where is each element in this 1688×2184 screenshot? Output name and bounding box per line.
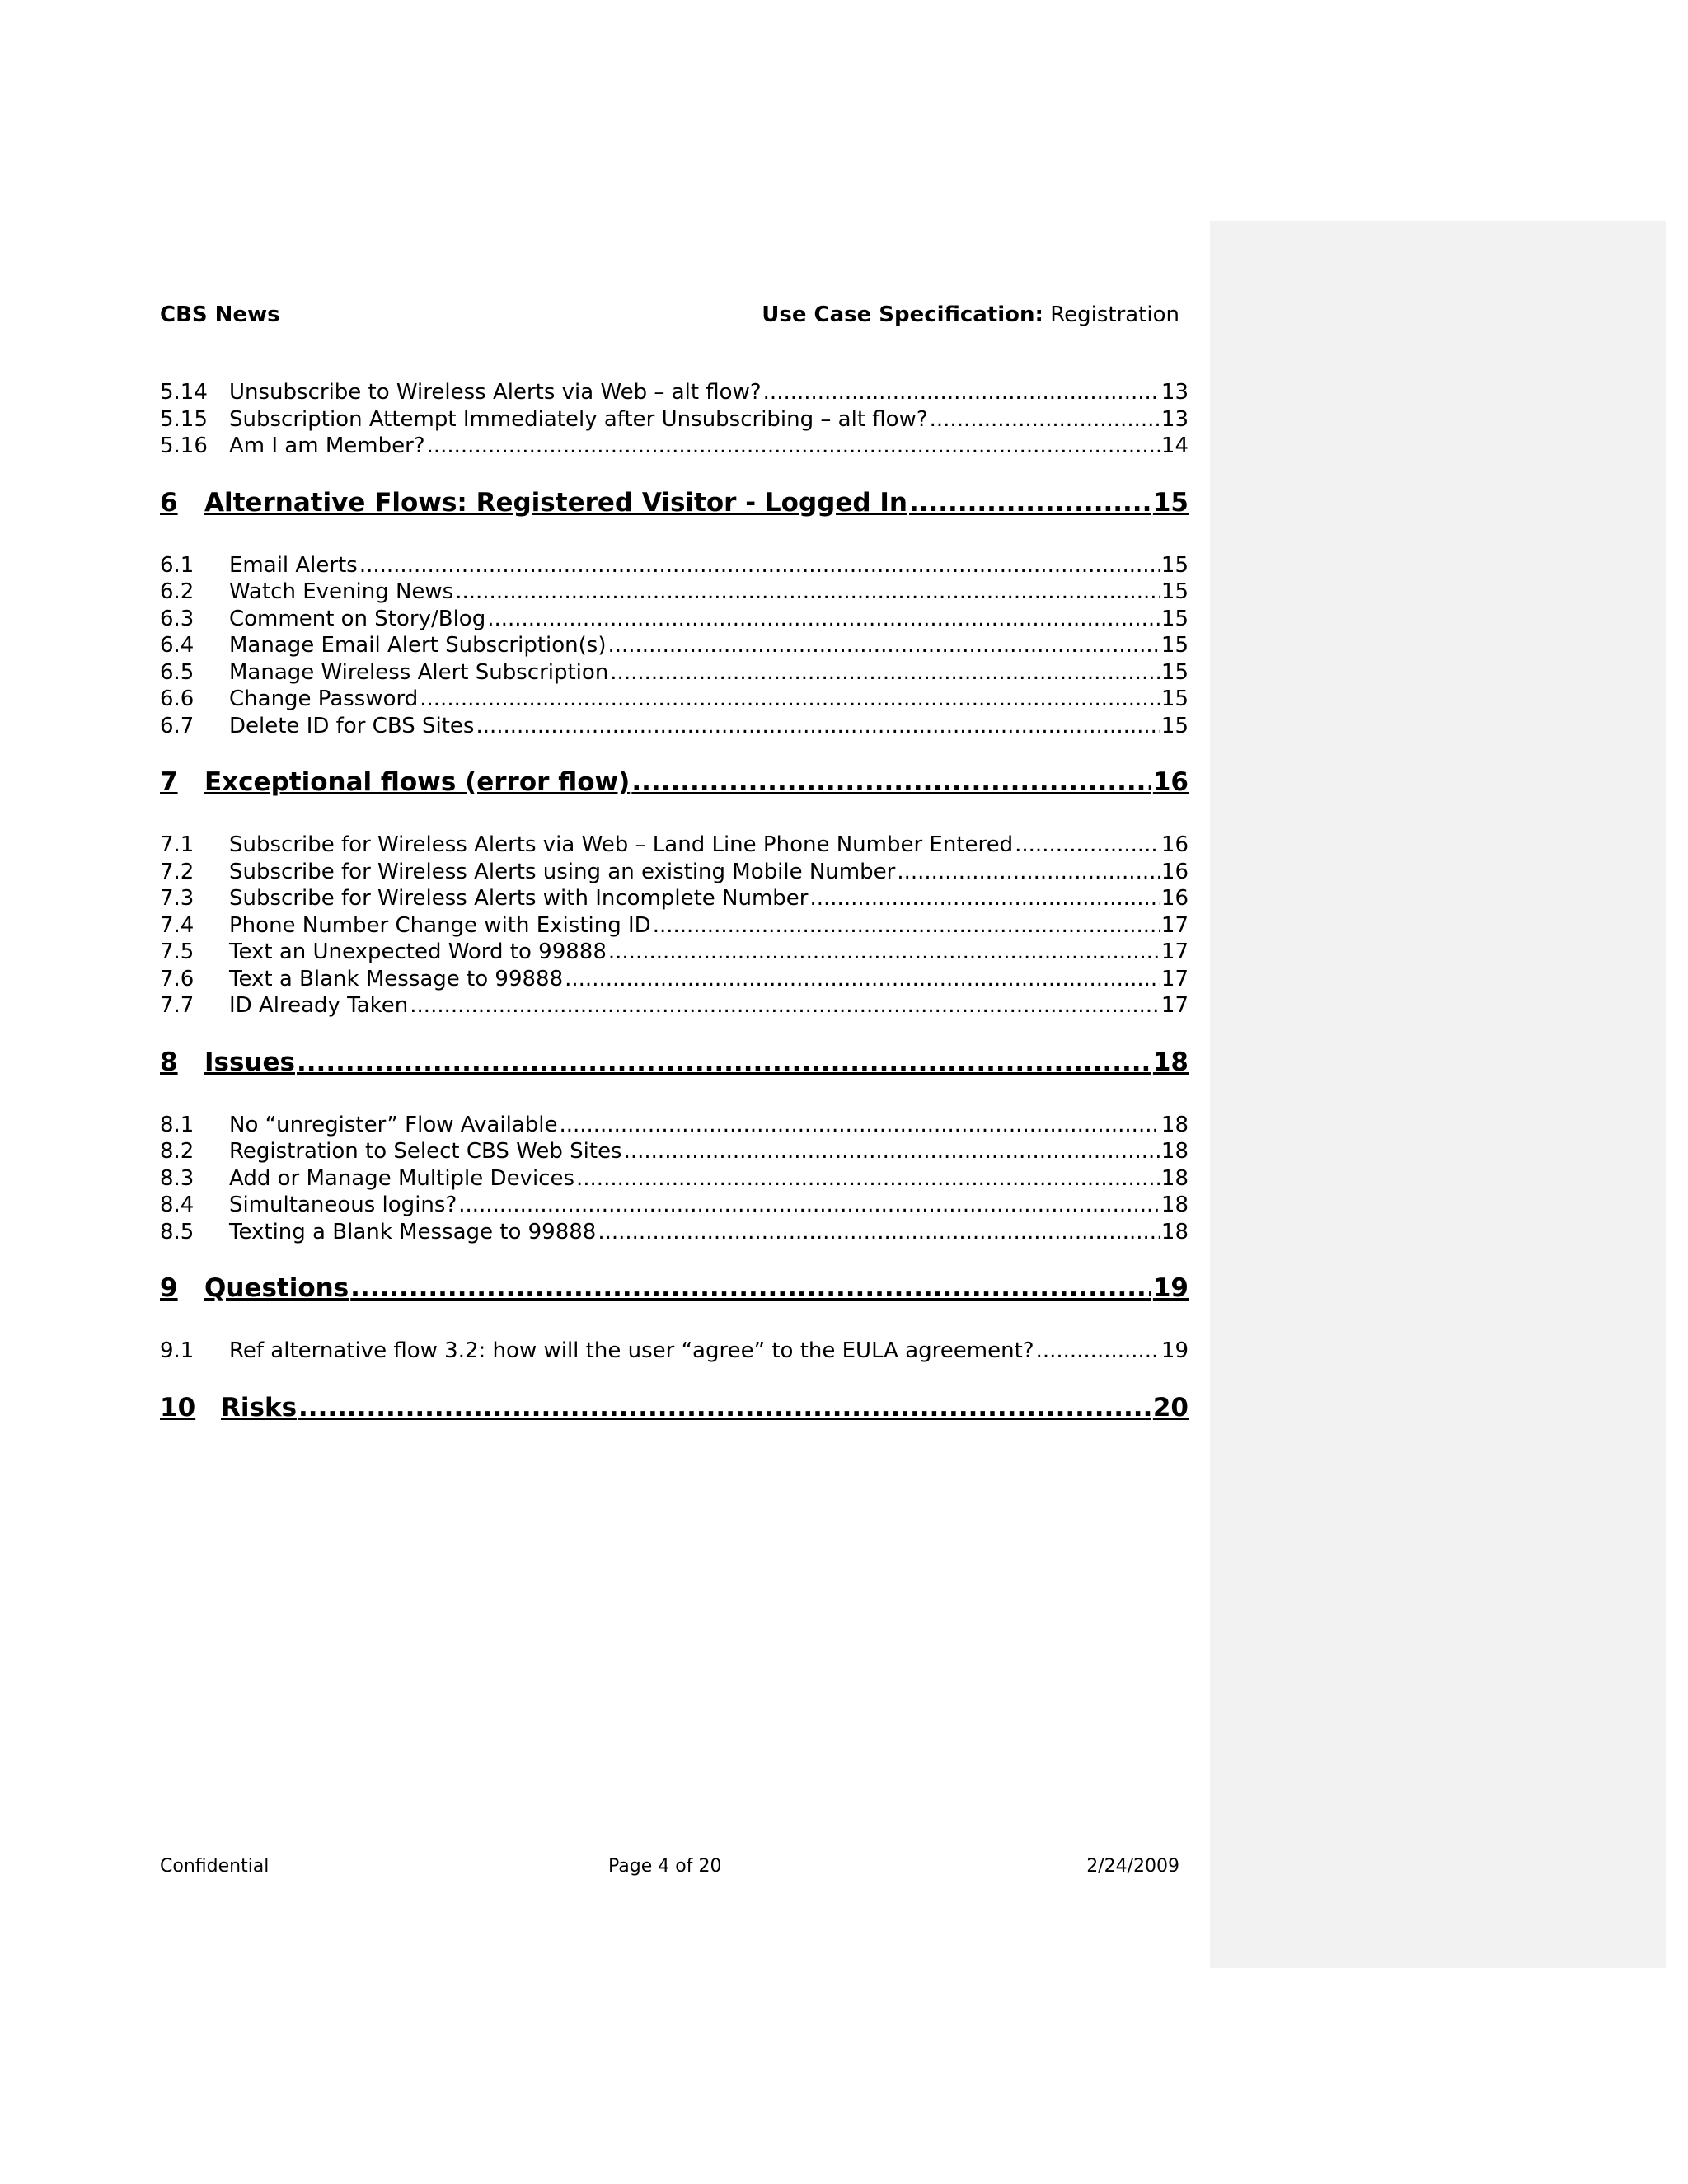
toc-title: Issues <box>204 1047 295 1077</box>
toc-title: ID Already Taken <box>229 993 409 1018</box>
toc-number: 6.2 <box>160 579 195 604</box>
toc-entry[interactable] <box>160 859 1189 886</box>
toc-entry[interactable] <box>160 1219 1189 1246</box>
table-of-contents <box>160 379 1189 1424</box>
toc-leader <box>350 1272 1151 1305</box>
toc-title: Manage Wireless Alert Subscription <box>229 659 609 685</box>
toc-number: 7.7 <box>160 993 195 1018</box>
toc-page: 18 <box>1160 1219 1189 1244</box>
toc-entry[interactable] <box>160 885 1189 912</box>
toc-entry[interactable] <box>160 1138 1189 1165</box>
toc-number: 7.6 <box>160 966 195 991</box>
toc-title: Texting a Blank Message to 99888 <box>229 1219 597 1244</box>
toc-number: 7.1 <box>160 832 195 857</box>
toc-page: 13 <box>1160 380 1189 405</box>
toc-page: 17 <box>1160 966 1189 991</box>
toc-title: Unsubscribe to Wireless Alerts via Web – alt flow? <box>229 380 762 405</box>
toc-page: 16 <box>1160 859 1189 884</box>
toc-page: 15 <box>1160 687 1189 711</box>
toc-title: Subscription Attempt Immediately after Unsubscribing – alt flow? <box>229 406 928 432</box>
toc-number: 6.7 <box>160 713 195 738</box>
toc-entry[interactable] <box>160 966 1189 993</box>
toc-number: 5.14 <box>160 380 208 405</box>
toc-title: Phone Number Change with Existing ID <box>229 912 651 938</box>
toc-leader <box>458 1192 1160 1219</box>
toc-title: Change Password <box>229 687 419 711</box>
toc-entry[interactable] <box>160 659 1189 687</box>
toc-leader <box>297 1046 1151 1079</box>
toc-leader <box>410 992 1160 1019</box>
toc-entry[interactable] <box>160 912 1189 940</box>
toc-page: 19 <box>1152 1273 1189 1303</box>
toc-title: Add or Manage Multiple Devices <box>229 1165 575 1191</box>
toc-page: 15 <box>1160 606 1189 631</box>
toc-entry[interactable] <box>160 939 1189 966</box>
toc-title: Registration to Select CBS Web Sites <box>229 1139 622 1164</box>
toc-section-heading[interactable] <box>160 766 1189 799</box>
toc-page: 14 <box>1160 434 1189 458</box>
toc-number: 7.2 <box>160 859 195 884</box>
toc-entry[interactable] <box>160 406 1189 434</box>
toc-page: 17 <box>1160 912 1189 938</box>
toc-leader <box>298 1391 1151 1424</box>
toc-title: Risks <box>221 1392 298 1422</box>
toc-page: 17 <box>1160 993 1189 1018</box>
toc-section-heading[interactable] <box>160 1391 1189 1424</box>
toc-title: Exceptional flows (error flow) <box>204 767 631 797</box>
toc-page: 15 <box>1160 633 1189 658</box>
toc-page: 18 <box>1152 1047 1189 1077</box>
toc-number: 6.6 <box>160 687 195 711</box>
toc-title: Am I am Member? <box>229 434 425 458</box>
toc-title: Text an Unexpected Word to 99888 <box>229 940 607 964</box>
toc-title: Simultaneous logins? <box>229 1193 457 1217</box>
toc-number: 6.4 <box>160 633 195 658</box>
toc-number: 10 <box>160 1392 196 1422</box>
toc-leader <box>607 632 1159 659</box>
toc-number: 6.5 <box>160 659 195 685</box>
toc-title: Subscribe for Wireless Alerts using an existing Mobile Number <box>229 859 896 884</box>
toc-leader <box>1015 832 1160 859</box>
toc-number: 7.4 <box>160 912 195 938</box>
toc-entry[interactable] <box>160 579 1189 606</box>
toc-leader <box>810 885 1160 912</box>
toc-title: No “unregister” Flow Available <box>229 1112 558 1137</box>
toc-page: 18 <box>1160 1139 1189 1164</box>
toc-leader <box>565 966 1160 993</box>
header-doc-label: Use Case Specification: <box>762 302 1043 327</box>
toc-entry[interactable] <box>160 1165 1189 1193</box>
toc-title: Text a Blank Message to 99888 <box>229 966 564 991</box>
header-doc-title <box>762 300 1179 330</box>
toc-leader <box>897 859 1160 886</box>
toc-page: 15 <box>1160 579 1189 604</box>
toc-number: 7.3 <box>160 886 195 911</box>
toc-leader <box>576 1165 1160 1193</box>
toc-title: Email Alerts <box>229 552 358 578</box>
toc-page: 15 <box>1160 552 1189 578</box>
toc-title: Delete ID for CBS Sites <box>229 713 475 738</box>
toc-leader <box>624 1138 1160 1165</box>
toc-leader <box>487 606 1160 633</box>
toc-entry[interactable] <box>160 1338 1189 1365</box>
toc-page: 18 <box>1160 1165 1189 1191</box>
toc-entry[interactable] <box>160 992 1189 1019</box>
toc-page: 16 <box>1152 767 1189 797</box>
toc-leader <box>608 939 1160 966</box>
toc-number: 6.1 <box>160 552 195 578</box>
toc-number: 8 <box>160 1047 178 1077</box>
toc-leader <box>1036 1338 1160 1365</box>
toc-page: 20 <box>1152 1392 1189 1422</box>
toc-title: Subscribe for Wireless Alerts with Incomplete Number <box>229 886 809 911</box>
toc-number: 5.15 <box>160 406 208 432</box>
toc-section-heading[interactable] <box>160 486 1189 519</box>
toc-title: Alternative Flows: Registered Visitor - Logged In <box>204 487 907 518</box>
toc-page: 13 <box>1160 406 1189 432</box>
toc-leader <box>559 1112 1159 1139</box>
toc-entry[interactable] <box>160 433 1189 460</box>
header-company: CBS News <box>160 302 280 327</box>
toc-number: 9.1 <box>160 1338 195 1363</box>
toc-leader <box>909 486 1151 519</box>
toc-leader <box>359 552 1160 579</box>
footer-page-number: Page 4 of 20 <box>608 1856 722 1877</box>
toc-entry[interactable] <box>160 1112 1189 1139</box>
toc-leader <box>455 579 1160 606</box>
footer-date: 2/24/2009 <box>1086 1856 1179 1877</box>
toc-number: 7 <box>160 767 178 797</box>
toc-leader <box>763 379 1160 406</box>
toc-entry[interactable] <box>160 606 1189 633</box>
toc-title: Ref alternative flow 3.2: how will the user “agree” to the EULA agreement? <box>229 1338 1034 1363</box>
toc-number: 8.2 <box>160 1139 195 1164</box>
header-doc-value: Registration <box>1050 302 1179 327</box>
toc-entry[interactable] <box>160 379 1189 406</box>
toc-leader <box>631 766 1151 799</box>
toc-number: 5.16 <box>160 434 208 458</box>
toc-page: 16 <box>1160 886 1189 911</box>
toc-title: Manage Email Alert Subscription(s) <box>229 633 607 658</box>
toc-page: 15 <box>1160 713 1189 738</box>
toc-leader <box>653 912 1160 940</box>
toc-title: Comment on Story/Blog <box>229 606 486 631</box>
toc-leader <box>610 659 1160 687</box>
toc-leader <box>930 406 1160 434</box>
toc-leader <box>476 713 1159 740</box>
toc-number: 8.1 <box>160 1112 195 1137</box>
toc-page: 17 <box>1160 940 1189 964</box>
toc-entry[interactable] <box>160 1192 1189 1219</box>
toc-number: 8.5 <box>160 1219 195 1244</box>
toc-page: 16 <box>1160 832 1189 857</box>
toc-title: Watch Evening News <box>229 579 454 604</box>
toc-section-heading[interactable] <box>160 1046 1189 1079</box>
toc-title: Questions <box>204 1273 349 1303</box>
toc-page: 18 <box>1160 1193 1189 1217</box>
toc-entry[interactable] <box>160 552 1189 579</box>
toc-number: 6 <box>160 487 178 518</box>
toc-number: 7.5 <box>160 940 195 964</box>
footer-confidential: Confidential <box>160 1856 270 1877</box>
toc-page: 15 <box>1160 659 1189 685</box>
toc-entry[interactable] <box>160 832 1189 859</box>
toc-entry[interactable] <box>160 686 1189 713</box>
comment-margin-pane <box>1210 221 1666 1968</box>
toc-entry[interactable] <box>160 632 1189 659</box>
toc-number: 6.3 <box>160 606 195 631</box>
toc-leader <box>598 1219 1160 1246</box>
toc-page: 18 <box>1160 1112 1189 1137</box>
toc-number: 8.3 <box>160 1165 195 1191</box>
toc-number: 8.4 <box>160 1193 195 1217</box>
toc-page: 15 <box>1152 487 1189 518</box>
toc-title: Subscribe for Wireless Alerts via Web – Land Line Phone Number Entered <box>229 832 1014 857</box>
toc-page: 19 <box>1160 1338 1189 1363</box>
toc-entry[interactable] <box>160 713 1189 740</box>
toc-section-heading[interactable] <box>160 1272 1189 1305</box>
toc-number: 9 <box>160 1273 178 1303</box>
toc-leader <box>427 433 1160 460</box>
toc-leader <box>420 686 1160 713</box>
